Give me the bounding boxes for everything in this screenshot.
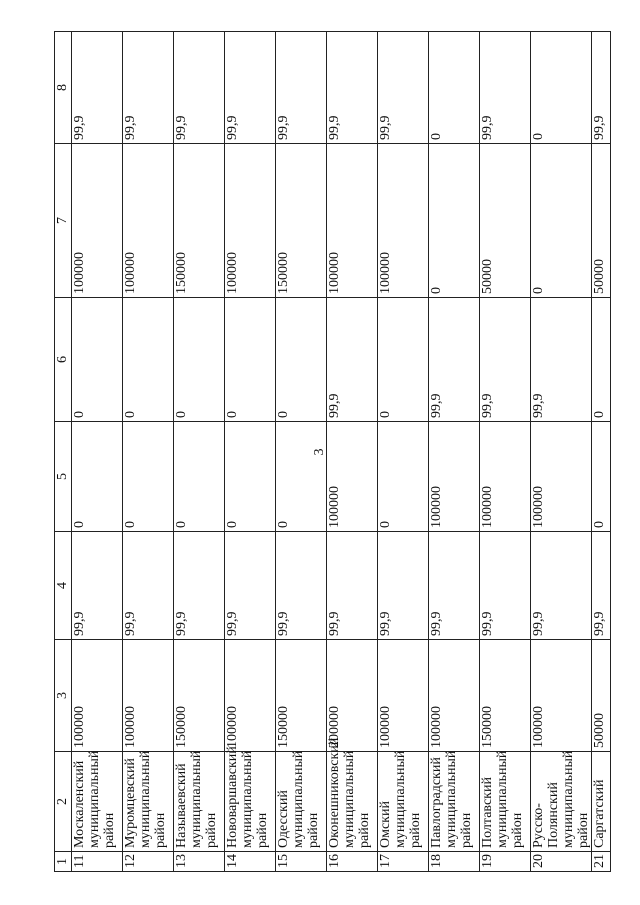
value-cell-c5: 0: [225, 422, 276, 532]
value-cell-c6: 99,9: [327, 298, 378, 422]
value-cell-c8: 99,9: [225, 32, 276, 144]
page-number: 3: [312, 448, 327, 456]
column-header: 6: [55, 298, 72, 422]
district-name-line: район: [255, 812, 270, 848]
district-name-line: муниципальный: [240, 750, 255, 848]
row-number-cell: 15: [276, 852, 327, 872]
table-row: [429, 32, 480, 872]
value-cell-c8: 99,9: [480, 32, 531, 144]
value-cell-c4: 99,9: [429, 532, 480, 640]
value-cell-c8: 99,9: [123, 32, 174, 144]
district-name-cell: [480, 752, 531, 852]
value-cell-c4: 99,9: [531, 532, 592, 640]
value-cell-c8: 99,9: [174, 32, 225, 144]
value-cell-c8: 99,9: [592, 32, 611, 144]
value-cell-c4: 99,9: [174, 532, 225, 640]
value-cell-c3: 100000: [429, 640, 480, 752]
district-name-line: муниципальный: [291, 750, 306, 848]
value-cell-c7: 100000: [327, 144, 378, 298]
value-cell-c3: 150000: [480, 640, 531, 752]
value-cell-c4: 99,9: [378, 532, 429, 640]
district-name-line: Муромцевский: [123, 758, 138, 848]
row-number-cell: 12: [123, 852, 174, 872]
table-row: [123, 32, 174, 872]
district-name-cell: [225, 746, 276, 852]
value-cell-c5: 0: [276, 422, 327, 532]
value-cell-c4: 99,9: [225, 532, 276, 640]
value-cell-c6: 99,9: [480, 298, 531, 422]
district-name-line: район: [459, 812, 474, 848]
value-cell-c5: 0: [592, 422, 611, 532]
column-header: 1: [55, 852, 72, 872]
value-cell-c8: 99,9: [276, 32, 327, 144]
value-cell-c5: 100000: [429, 422, 480, 532]
value-cell-c5: 100000: [327, 422, 378, 532]
value-cell-c4: 99,9: [592, 532, 611, 640]
table-row: [531, 32, 592, 872]
district-name-line: муниципальный: [444, 750, 459, 848]
value-cell-c3: 150000: [276, 640, 327, 752]
row-number-cell: 13: [174, 852, 225, 872]
value-cell-c6: 0: [378, 298, 429, 422]
column-header: 4: [55, 532, 72, 640]
district-name-line: Саргатский: [592, 779, 607, 848]
value-cell-c7: 50000: [592, 144, 611, 298]
value-cell-c3: 100000: [378, 640, 429, 752]
value-cell-c8: 99,9: [378, 32, 429, 144]
district-name-line: район: [153, 812, 168, 848]
row-number-cell: 16: [327, 852, 378, 872]
value-cell-c6: 0: [174, 298, 225, 422]
document-page: [54, 32, 607, 872]
value-cell-c7: 100000: [123, 144, 174, 298]
row-number-cell: 19: [480, 852, 531, 872]
district-name-line: муниципальный: [495, 750, 510, 848]
value-cell-c8: 99,9: [72, 32, 123, 144]
district-name-cell: [72, 752, 123, 852]
district-name-line: муниципальный: [138, 750, 153, 848]
district-name-cell: [327, 737, 378, 852]
district-name-line: Нововаршавский: [225, 746, 240, 848]
district-name-cell: [378, 752, 429, 852]
district-name-cell: [592, 752, 611, 852]
table-row: [174, 32, 225, 872]
table-row: [327, 32, 378, 872]
value-cell-c5: 0: [174, 422, 225, 532]
value-cell-c7: 0: [531, 144, 592, 298]
district-name-line: район: [306, 812, 321, 848]
district-name-line: муниципальный: [189, 750, 204, 848]
district-name-cell: [174, 752, 225, 852]
value-cell-c5: 100000: [531, 422, 592, 532]
value-cell-c3: 200000: [327, 640, 378, 752]
value-cell-c4: 99,9: [276, 532, 327, 640]
value-cell-c3: 50000: [592, 640, 611, 752]
value-cell-c6: 0: [225, 298, 276, 422]
value-cell-c7: 100000: [225, 144, 276, 298]
value-cell-c5: 0: [123, 422, 174, 532]
district-name-line: Называевский: [174, 763, 189, 848]
value-cell-c7: 100000: [378, 144, 429, 298]
value-cell-c4: 99,9: [480, 532, 531, 640]
value-cell-c8: 0: [429, 32, 480, 144]
value-cell-c4: 99,9: [327, 532, 378, 640]
row-number-cell: 17: [378, 852, 429, 872]
value-cell-c4: 99,9: [123, 532, 174, 640]
value-cell-c6: 99,9: [429, 298, 480, 422]
table-body: [55, 32, 611, 872]
table-row: [225, 32, 276, 872]
district-name-line: муниципальный: [393, 750, 408, 848]
column-header: 2: [55, 752, 72, 852]
value-cell-c6: 0: [592, 298, 611, 422]
column-header: 3: [55, 640, 72, 752]
table-row: [592, 32, 611, 872]
value-cell-c8: 0: [531, 32, 592, 144]
district-name-line: район: [102, 812, 117, 848]
table-row: [480, 32, 531, 872]
value-cell-c7: 50000: [480, 144, 531, 298]
value-cell-c4: 99,9: [72, 532, 123, 640]
district-name-line: муниципальный: [342, 750, 357, 848]
column-header: 7: [55, 144, 72, 298]
value-cell-c5: 0: [72, 422, 123, 532]
row-number-cell: 11: [72, 852, 123, 872]
district-name-line: муниципальный: [87, 750, 102, 848]
district-name-line: район: [408, 812, 423, 848]
district-name-line: Омский: [378, 801, 393, 848]
district-name-line: Павлоградский: [429, 757, 444, 848]
table-row: [378, 32, 429, 872]
district-name-line: Оконешниковский: [327, 737, 342, 848]
value-cell-c3: 100000: [123, 640, 174, 752]
value-cell-c3: 100000: [531, 640, 592, 752]
value-cell-c6: 99,9: [531, 298, 592, 422]
district-name-line: муниципальный: [561, 750, 576, 848]
value-cell-c7: 100000: [72, 144, 123, 298]
district-name-line: Москаленский: [72, 760, 87, 848]
value-cell-c7: 150000: [276, 144, 327, 298]
value-cell-c5: 0: [378, 422, 429, 532]
district-name-cell: [123, 752, 174, 852]
district-name-cell: [276, 752, 327, 852]
row-number-cell: 18: [429, 852, 480, 872]
value-cell-c3: 100000: [72, 640, 123, 752]
district-name-cell: [429, 752, 480, 852]
column-header: 5: [55, 422, 72, 532]
value-cell-c8: 99,9: [327, 32, 378, 144]
district-name-line: Полтавский: [480, 777, 495, 848]
table-row: [276, 32, 327, 872]
row-number-cell: 21: [592, 852, 611, 872]
value-cell-c6: 0: [276, 298, 327, 422]
district-name-line: район: [204, 812, 219, 848]
value-cell-c3: 150000: [174, 640, 225, 752]
value-cell-c6: 0: [123, 298, 174, 422]
value-cell-c6: 0: [72, 298, 123, 422]
row-number-cell: 14: [225, 852, 276, 872]
value-cell-c5: 100000: [480, 422, 531, 532]
district-name-cell: [531, 752, 592, 852]
district-name-line: район: [357, 812, 372, 848]
table-row: [72, 32, 123, 872]
column-header: 8: [55, 32, 72, 144]
value-cell-c3: 100000: [225, 640, 276, 752]
district-name-line: Русско-Полянский: [531, 782, 561, 848]
row-number-cell: 20: [531, 852, 592, 872]
district-name-line: район: [576, 812, 591, 848]
value-cell-c7: 0: [429, 144, 480, 298]
district-name-line: Одесский: [276, 790, 291, 848]
value-cell-c7: 150000: [174, 144, 225, 298]
table-header-row: [55, 32, 72, 872]
data-table: [54, 31, 611, 872]
district-name-line: район: [510, 812, 525, 848]
